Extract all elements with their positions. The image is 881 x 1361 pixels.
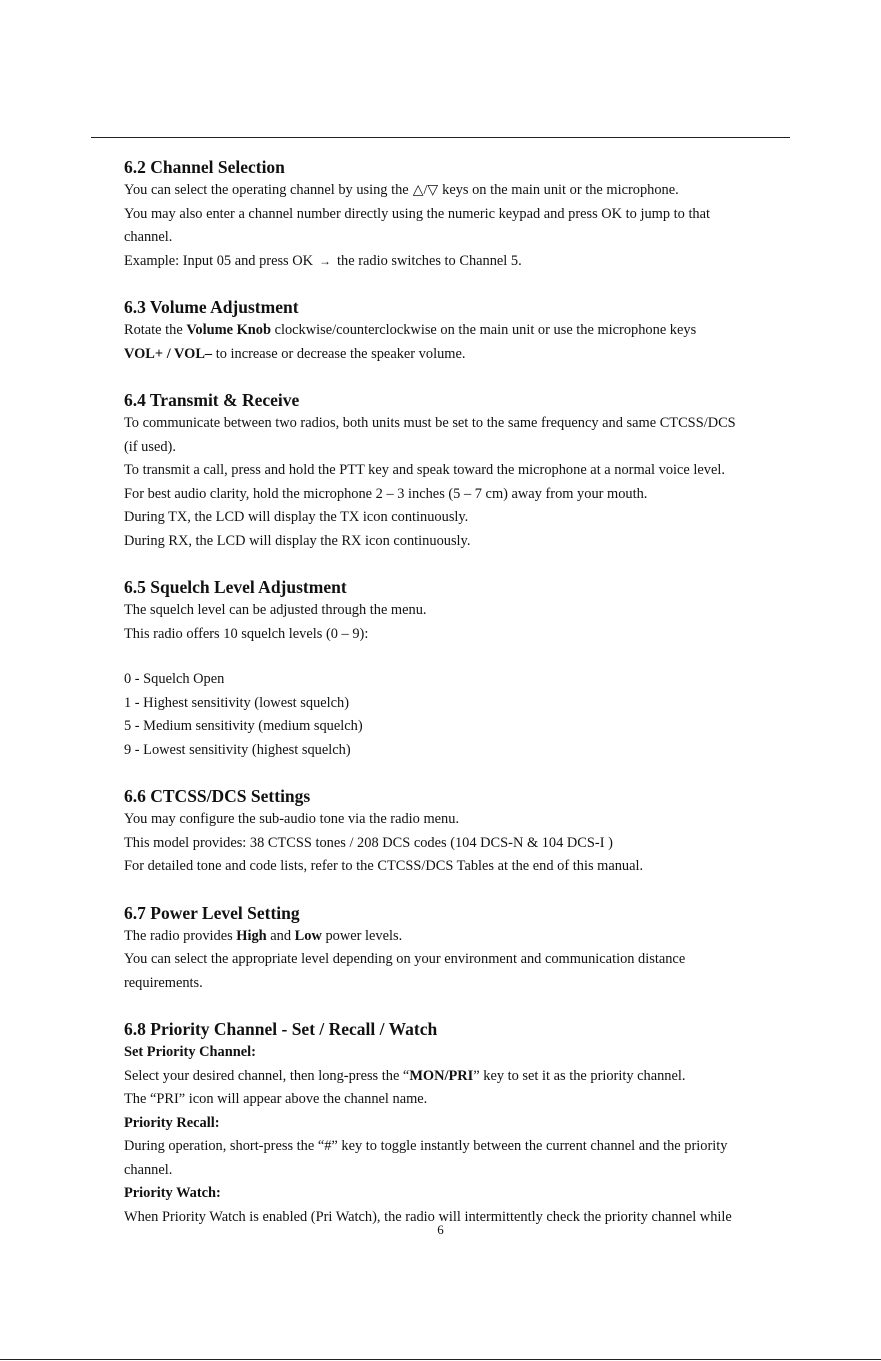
section-heading: 6.7 Power Level Setting <box>124 902 300 923</box>
up-down-arrows-icon: △/▽ <box>412 183 439 198</box>
text: Select your desired channel, then long-press the “ <box>124 1067 410 1084</box>
paragraph-line: To transmit a call, press and hold the PTT key and speak toward the microphone at a normal voice level. <box>124 462 725 478</box>
text: keys on the main unit or the microphone. <box>442 182 679 198</box>
paragraph-line: The squelch level can be adjusted through the menu. <box>124 602 427 618</box>
section-heading: 6.5 Squelch Level Adjustment <box>124 577 347 597</box>
section-heading: 6.3 Volume Adjustment <box>124 297 299 317</box>
section-volume-adjustment <box>124 295 804 366</box>
paragraph-line: This radio offers 10 squelch levels (0 – 9): <box>124 625 369 642</box>
section-priority-channel <box>124 1017 804 1229</box>
paragraph-line: During TX, the LCD will display the TX icon continuously. <box>124 509 469 525</box>
page-number: 6 <box>437 1222 444 1237</box>
section-squelch-level <box>124 575 804 762</box>
paragraph-line: During RX, the LCD will display the RX icon continuously. <box>124 532 471 549</box>
subheading: Priority Recall: <box>124 1114 220 1131</box>
text: Example: Input 05 and press OK <box>124 252 314 269</box>
text: clockwise/counterclockwise on the main unit or use the microphone keys <box>270 322 697 338</box>
text: to increase or decrease the speaker volume. <box>212 345 466 362</box>
spacer <box>124 366 804 388</box>
paragraph-line <box>124 319 804 343</box>
section-heading: 6.2 Channel Selection <box>124 157 285 177</box>
paragraph-line: For detailed tone and code lists, refer to the CTCSS/DCS Tables at the end of this manual. <box>124 858 644 874</box>
text: Rotate the <box>124 322 187 338</box>
paragraph-line: channel. <box>124 1161 173 1178</box>
paragraph-line: requirements. <box>124 974 203 991</box>
paragraph-line <box>124 179 804 203</box>
paragraph-line: channel. <box>124 229 173 245</box>
spacer <box>124 273 804 295</box>
spacer <box>124 646 804 668</box>
right-arrow-icon: → <box>319 253 332 268</box>
section-power-level <box>124 901 804 996</box>
paragraph-line <box>124 1065 804 1089</box>
spacer <box>124 879 804 901</box>
spacer <box>124 995 804 1017</box>
paragraph-line <box>124 343 804 367</box>
spacer <box>124 553 804 575</box>
subheading: Priority Watch: <box>124 1185 221 1201</box>
paragraph-line <box>124 925 804 949</box>
text: and <box>266 927 295 944</box>
paragraph-line: You may configure the sub-audio tone via the radio menu. <box>124 811 460 827</box>
text: The radio provides <box>124 927 237 944</box>
section-ctcss-dcs <box>124 784 804 879</box>
list-item: 9 - Lowest sensitivity (highest squelch) <box>124 741 351 758</box>
paragraph-line: To communicate between two radios, both units must be set to the same frequency and same CTCSS/DCS <box>124 415 736 431</box>
paragraph-line: For best audio clarity, hold the microphone 2 – 3 inches (5 – 7 cm) away from your mouth. <box>124 485 648 502</box>
text: You can select the operating channel by using the <box>124 182 409 198</box>
bold-text: MON/PRI <box>409 1067 474 1084</box>
bold-text: VOL+ / VOL– <box>124 345 213 362</box>
section-channel-selection <box>124 155 804 273</box>
page-content <box>124 155 804 1229</box>
list-item: 5 - Medium sensitivity (medium squelch) <box>124 718 363 734</box>
text: ” key to set it as the priority channel. <box>473 1067 686 1084</box>
header-rule <box>91 137 790 138</box>
section-heading: 6.4 Transmit & Receive <box>124 390 300 410</box>
paragraph-line: This model provides: 38 CTCSS tones / 208 DCS codes (104 DCS-N & 104 DCS-I ) <box>124 834 613 851</box>
paragraph-line: (if used). <box>124 438 176 455</box>
subheading: Set Priority Channel: <box>124 1044 256 1060</box>
bold-text: Volume Knob <box>186 322 271 338</box>
spacer <box>124 762 804 784</box>
list-item: 0 - Squelch Open <box>124 671 225 687</box>
bold-text: Low <box>294 927 322 944</box>
section-transmit-receive <box>124 388 804 553</box>
text: the radio switches to Channel 5. <box>337 252 522 269</box>
paragraph-line: You may also enter a channel number directly using the numeric keypad and press OK to jump to that <box>124 205 711 222</box>
section-heading: 6.6 CTCSS/DCS Settings <box>124 786 311 806</box>
paragraph-line: You can select the appropriate level depending on your environment and communication distance <box>124 951 686 967</box>
paragraph-line: During operation, short-press the “#” key to toggle instantly between the current channel and the priority <box>124 1138 728 1154</box>
paragraph-line <box>124 250 804 274</box>
bold-text: High <box>236 927 267 944</box>
text: power levels. <box>321 927 403 944</box>
paragraph-line: The “PRI” icon will appear above the channel name. <box>124 1091 428 1107</box>
footer-rule <box>0 1359 881 1360</box>
list-item: 1 - Highest sensitivity (lowest squelch) <box>124 694 350 711</box>
section-heading: 6.8 Priority Channel - Set / Recall / Watch <box>124 1019 438 1039</box>
paragraph-line: When Priority Watch is enabled (Pri Watch), the radio will intermittently check the priority channel while <box>124 1208 732 1225</box>
